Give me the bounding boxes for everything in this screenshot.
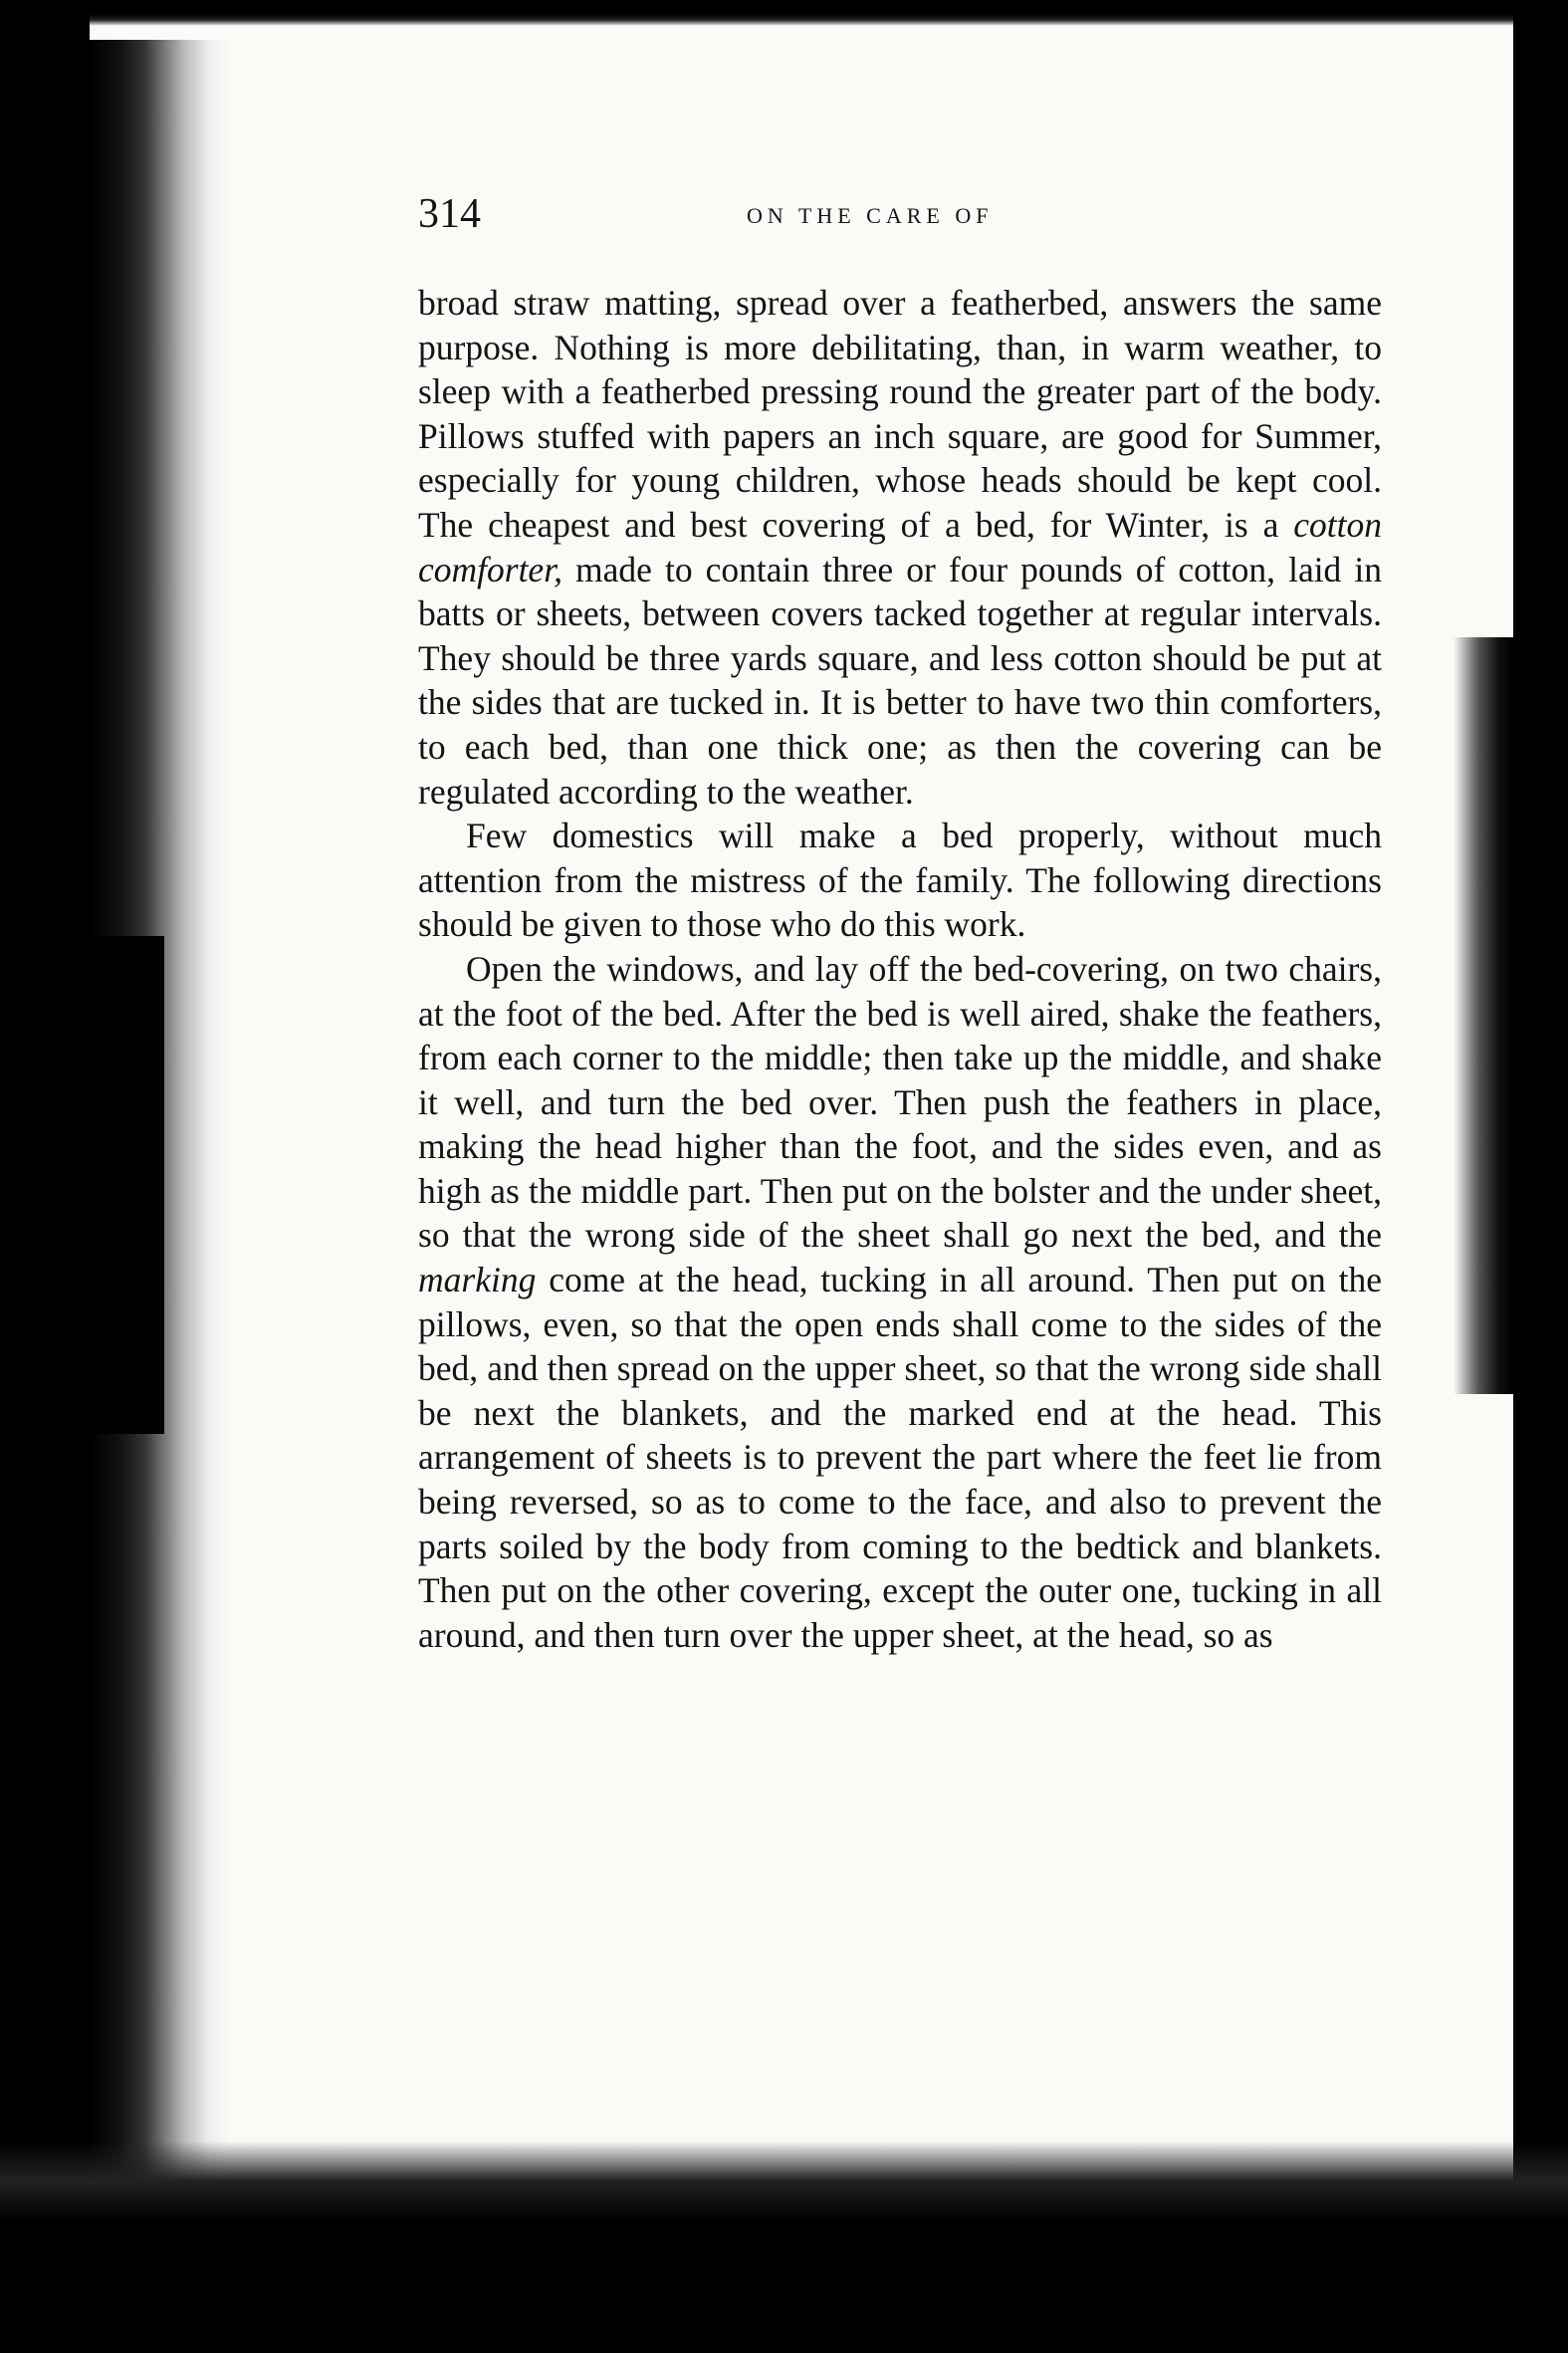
paragraph-3 — [418, 947, 1382, 1658]
spine-dark-mark — [90, 936, 164, 1434]
emphasis-cotton-comforter: cotton comforter, — [418, 504, 1382, 589]
running-head: ON THE CARE OF — [747, 203, 994, 228]
paragraph-3-text-b: come at the head, tucking in all around. Then put on the pillows, even, so that the open ends shall come to the sides of the bed, and then spread on the upper sheet, so that the wrong side shall be next the blankets, and the marked end at the head. This arrangement of sheets is to prevent the part where the feet lie from being reversed, so as to come to the face, and also to prevent the parts soiled by the body from coming to the bedtick and blankets. Then put on the other covering, except the outer one, tucking in all around, and then turn over the upper sheet, at the head, so as — [418, 1260, 1382, 1655]
paragraph-3-text-a: Open the windows, and lay off the bed-covering, on two chairs, at the foot of the bed. After the bed is well aired, shake the feathers, from each corner to the middle; then take up the middle, and shake it well, and turn the bed over. Then push the feathers in place, making the head higher than the foot, and the sides even, and as high as the middle part. Then put on the bolster and the under sheet, so that the wrong side of the sheet shall go next the bed, and the — [418, 948, 1382, 1256]
right-edge-shadow — [1454, 637, 1513, 1394]
paragraph-1-text-b: made to contain three or four pounds of cotton, laid in batts or sheets, between covers tacked together at regular intervals. They should be three yards square, and less cotton should be put at the sides that are tucked in. It is better to have two thin comforters, to each bed, than one thick one; as then the covering can be regulated according to the weather. — [418, 549, 1382, 812]
scan-border-right — [1513, 0, 1568, 2353]
paragraph-1 — [418, 281, 1382, 814]
scan-border-top — [0, 0, 1568, 26]
scan-border-left — [0, 0, 90, 2353]
scan-border-bottom — [0, 2141, 1568, 2353]
paragraph-2: Few domestics will make a bed properly, without much attention from the mistress of the family. The following directions should be given to those who do this work. — [418, 816, 1382, 945]
body-text — [418, 281, 1382, 1657]
page-number: 314 — [418, 191, 481, 237]
paragraph-1-text-a: broad straw matting, spread over a featherbed, answers the same purpose. Nothing is more debilitating, than, in warm weather, to sleep with a featherbed pressing round the greater part of the body. Pillows stuffed with papers an inch square, are good for Summer, especially for young children, whose heads should be kept cool. The cheapest and best covering of a bed, for Winter, is a — [418, 283, 1382, 545]
page-header — [418, 189, 1384, 249]
emphasis-marking: marking — [418, 1260, 537, 1300]
